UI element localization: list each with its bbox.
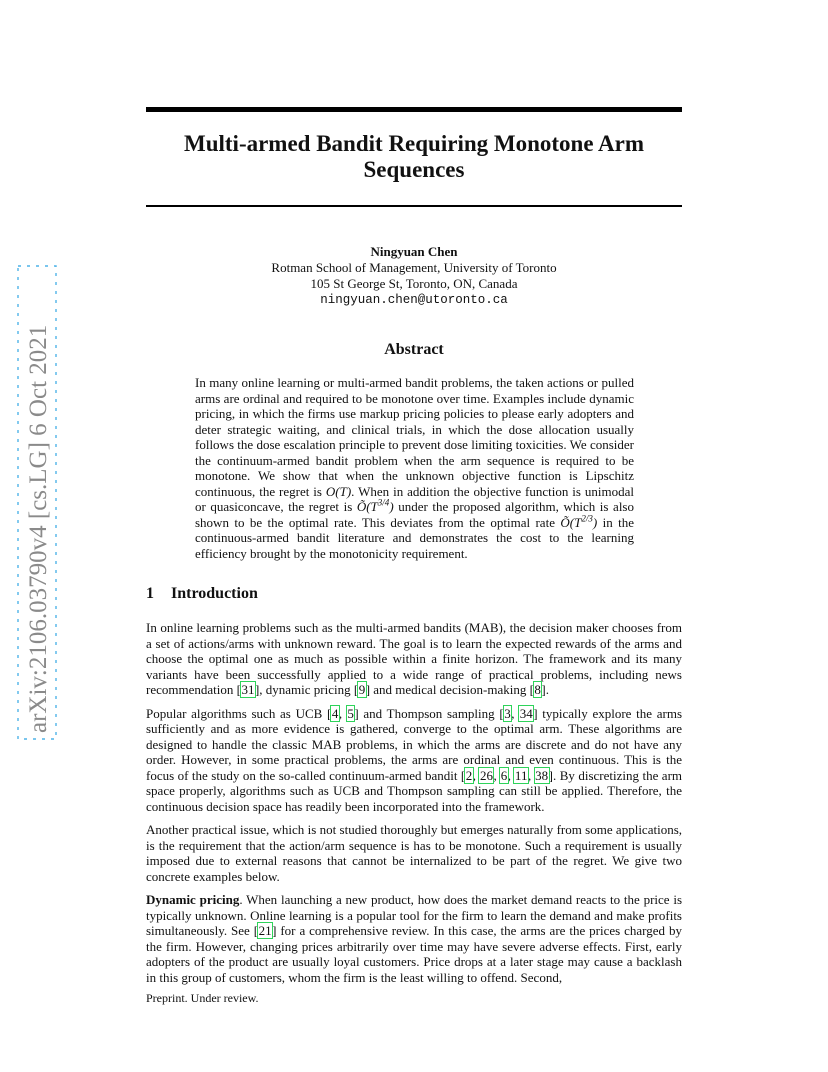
math-exponent: 2/3	[581, 513, 593, 524]
paragraph-text: Popular algorithms such as UCB [	[146, 705, 332, 721]
paragraph-1	[146, 620, 682, 698]
paragraph-text: ].	[541, 682, 550, 697]
abstract-heading: Abstract	[384, 341, 444, 358]
paragraph-text: . When launching a new product, how does the market demand reacts to the price is typically unknown. Online learning is a popular tool for the firm to learn the demand and make profits simultaneously. See [	[146, 892, 682, 938]
math-part: Õ(T	[356, 499, 378, 514]
math-regret-unimodal	[357, 499, 394, 514]
citation-separator: ,	[472, 767, 480, 783]
run-in-heading: Dynamic pricing	[146, 892, 240, 907]
math-regret-continuum	[560, 515, 597, 530]
title-bottom-rule	[146, 205, 682, 207]
paragraph-text: In online learning problems such as the multi-armed bandits (MAB), the decision maker chooses from a set of actions/arms with unknown reward. The goal is to learn the expected rewards of the arms and choose the optimal one as much as possible within a finite horizon. The framework and its many variants have been successfully applied to a wide range of practical problems, including news recommendation [	[146, 620, 682, 697]
citation-link[interactable]: 11	[514, 767, 528, 783]
math-part: )	[592, 514, 598, 530]
abstract-text: under the proposed algorithm, which is also shown to be the optimal rate. This deviates from the optimal rate	[195, 499, 634, 530]
section-heading-introduction	[146, 585, 682, 603]
citation-link[interactable]: 5	[347, 705, 354, 721]
title-line-1: Multi-armed Bandit Requiring Monotone Arm	[184, 131, 644, 156]
paragraph-text: ] typically explore the arms sufficiently and as more evidence is gathered, converge to the optimal arm. These algorithms are designed to handle the classic MAB problems, in which the arms are discrete and do not have any order. However, in some practical problems, the arms are ordinal and even continuous. This is the focus of the study on the so-called continuum-armed bandit [	[146, 705, 683, 783]
paragraph-4	[146, 892, 682, 985]
abstract-text: . When in addition the objective function is unimodal or quasiconcave, the regret is	[195, 483, 634, 514]
author-block	[146, 244, 682, 308]
title-top-rule	[146, 107, 682, 112]
citation-separator: ,	[527, 767, 535, 783]
section-number: 1	[146, 585, 154, 602]
arxiv-stamp-text: arXiv:2106.03790v4 [cs.LG] 6 Oct 2021	[25, 324, 52, 733]
author-name: Ningyuan Chen	[370, 244, 458, 259]
citation-separator: ,	[338, 705, 347, 721]
citation-link[interactable]: 38	[535, 767, 549, 783]
citation-link[interactable]: 8	[534, 682, 541, 697]
section-title: Introduction	[171, 585, 258, 602]
introduction-body	[146, 620, 682, 993]
abstract-body	[195, 375, 634, 561]
paragraph-text: ], dynamic pricing [	[254, 682, 359, 697]
author-affiliation: Rotman School of Management, University of Toronto	[271, 260, 557, 275]
citation-link[interactable]: 3	[504, 705, 511, 721]
arxiv-stamp[interactable]	[17, 265, 57, 740]
abstract-paragraph	[195, 375, 634, 561]
math-regret-linear: O(T)	[325, 483, 352, 499]
citation-link[interactable]: 21	[258, 923, 272, 938]
paragraph-text: ] and medical decision-making [	[365, 682, 534, 697]
citation-link[interactable]: 34	[519, 705, 533, 721]
citation-link[interactable]: 6	[500, 767, 508, 783]
math-exponent: 3/4	[377, 497, 390, 508]
citation-link[interactable]: 4	[331, 705, 339, 721]
author-email[interactable]: ningyuan.chen@utoronto.ca	[320, 293, 508, 307]
paragraph-text: ] for a comprehensive review. In this case, the arms are the prices charged by the firm. However, changing prices arbitrarily over time may have severe adverse effects. First, early adopters of the product are usually loyal customers. Price drops at a later stage may cause a backlash in this group of customers, whom the firm is the least willing to offend. Second,	[146, 923, 682, 985]
abstract-text: In many online learning or multi-armed bandit problems, the taken actions or pulled arms are ordinal and required to be monotone over time. Examples include dynamic pricing, in which the firms use markup pricing policies to please early adopters and deter strategic waiting, and clinical trials, in which the dose allocation usually follows the dose escalation principle to prevent dose limiting toxicities. We consider the continuum-armed bandit problem when the arm sequence is required to be monotone. We show that when the unknown objective function is Lipschitz continuous, the regret is	[195, 375, 634, 499]
citation-link[interactable]: 9	[358, 682, 366, 697]
paragraph-2	[146, 706, 682, 815]
paper-title	[146, 131, 682, 183]
paragraph-text: ]. By discretizing the arm space properly, algorithms such as UCB and Thompson sampling can still be applied. Therefore, the continuous decision space has readily been incorporated into the framework.	[146, 767, 683, 814]
citation-link[interactable]: 26	[479, 767, 493, 783]
author-address: 105 St George St, Toronto, ON, Canada	[310, 276, 518, 291]
paragraph-3: Another practical issue, which is not studied thoroughly but emerges naturally from some applications, is the requirement that the action/arm sequence is has to be monotone. Such a requirement is usually imposed due to external reasons that cannot be internalized to be part of the regret. We give two concrete examples below.	[146, 822, 682, 884]
citation-link[interactable]: 31	[241, 682, 255, 697]
arxiv-stamp-graphic	[17, 265, 57, 740]
footer-note: Preprint. Under review.	[146, 991, 259, 1005]
citation-separator: ,	[507, 767, 515, 783]
title-line-2: Sequences	[363, 157, 465, 182]
paragraph-text: ] and Thompson sampling [	[354, 705, 504, 721]
citation-separator: ,	[493, 767, 501, 783]
math-part: Õ(T	[560, 514, 582, 530]
citation-link[interactable]: 2	[465, 767, 473, 783]
abstract-text: in the continuous-armed bandit literature and demonstrates the cost to the learning efficiency brought by the monotonicity requirement.	[195, 514, 634, 561]
citation-separator: ,	[511, 705, 520, 721]
math-part: )	[389, 499, 394, 514]
